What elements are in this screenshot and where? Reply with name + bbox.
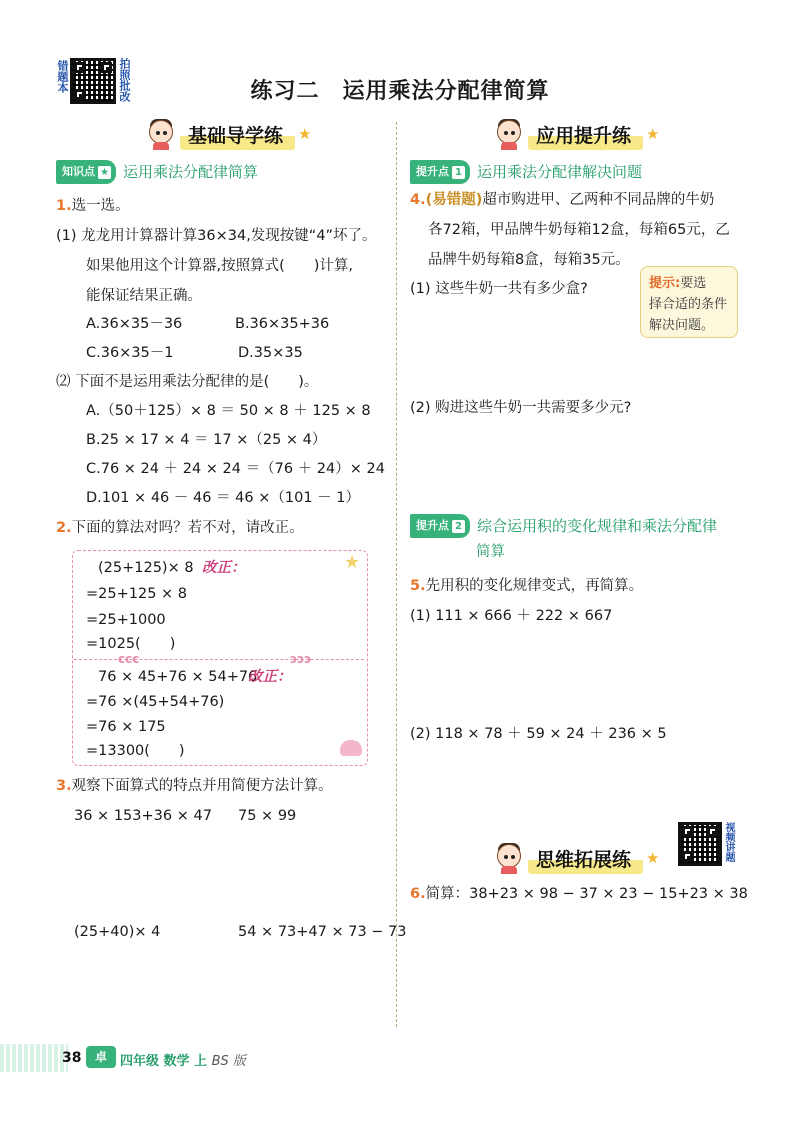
improvement-point-1 [410, 160, 642, 184]
improvement-point-2 [410, 514, 717, 538]
tp-tag: 提升点 1 [410, 160, 470, 184]
question-4-line2: 各72箱，甲品牌牛奶每箱12盒，每箱65元，乙 [428, 222, 730, 238]
section-banner-basic [146, 118, 311, 150]
option-a[interactable]: A.36×35－36 [86, 316, 183, 332]
hint-box: 提示:要选 择合适的条件 解决问题。 [640, 266, 738, 338]
chain-right-icon: ↄↄↄ [290, 652, 312, 666]
expression-1: 36 × 153+36 × 47 [74, 808, 212, 824]
qr-code-icon[interactable] [678, 822, 722, 866]
star-icon: ★ [98, 166, 111, 179]
correction-label: 改正： [202, 560, 246, 576]
star-icon: ★ [646, 849, 660, 867]
question-6: 6.简算：38+23 × 98 − 37 × 23 − 15+23 × 38 [410, 886, 748, 902]
cartoon-kid-icon [146, 118, 176, 150]
option-c[interactable]: C.36×35－1 [86, 345, 174, 361]
video-explain-label: 视频讲题 [723, 822, 734, 862]
error-prone-tag: (易错题) [425, 192, 483, 208]
brand-logo: 卓 [86, 1046, 116, 1068]
expression-3: (25+40)× 4 [74, 924, 161, 940]
question-3-title: 3.观察下面算式的特点并用简便方法计算。 [56, 778, 333, 794]
q5-sub2: (2) 118 × 78 ＋ 59 × 24 ＋ 236 × 5 [410, 726, 667, 742]
question-4-line3: 品牌牛奶每箱8盒，每箱35元。 [428, 252, 630, 268]
q4-sub2: (2) 购进这些牛奶一共需要多少元? [410, 400, 632, 416]
question-1-title: 1.选一选。 [56, 198, 130, 214]
star-icon: ★ [646, 125, 660, 143]
photo-grade-label: 拍照批改 [118, 58, 131, 102]
calc2-line2: =76 ×(45+54+76) [86, 694, 225, 710]
section-title: 思维拓展练 [528, 843, 643, 874]
tp-tag: 提升点 2 [410, 514, 470, 538]
option-d[interactable]: D.101 × 46 － 46 ＝ 46 ×（101 － 1） [86, 490, 360, 506]
column-divider [396, 122, 397, 1027]
kp-title: 运用乘法分配律简算 [123, 163, 259, 181]
q1-part1-line3: 能保证结果正确。 [86, 288, 202, 304]
wrong-book-label: 错题本 [56, 60, 69, 93]
calc1-line1: (25+125)× 8 [98, 560, 194, 576]
cartoon-kid-icon [494, 118, 524, 150]
q1-part1-line1: (1) 龙龙用计算器计算36×34,发现按键“4”坏了。 [56, 228, 377, 244]
knowledge-point [56, 160, 258, 184]
kp-tag: 知识点 ★ [56, 160, 116, 184]
cartoon-kid-icon [494, 842, 524, 874]
expression-2: 75 × 99 [238, 808, 297, 824]
footer-stripe [0, 1044, 68, 1072]
option-b[interactable]: B.36×35+36 [235, 316, 330, 332]
star-icon: ★ [344, 552, 361, 573]
section-title: 应用提升练 [528, 119, 643, 150]
q5-sub1: (1) 111 × 666 ＋ 222 × 667 [410, 608, 613, 624]
tp-title: 综合运用积的变化规律和乘法分配律 [477, 517, 718, 535]
question-2-title: 2.下面的算法对吗？若不对，请改正。 [56, 520, 304, 536]
q1-part2-stem: ⑵ 下面不是运用乘法分配律的是( )。 [56, 374, 319, 390]
expression-4: 54 × 73+47 × 73 − 73 [238, 924, 407, 940]
tp-title-cont: 简算 [476, 544, 505, 560]
calc2-line4[interactable]: =13300( ) [86, 743, 185, 759]
cake-icon [340, 740, 362, 756]
option-c[interactable]: C.76 × 24 ＋ 24 × 24 ＝（76 ＋ 24）× 24 [86, 461, 385, 477]
question-5-title: 5.先用积的变化规律变式，再简算。 [410, 578, 644, 594]
calc1-line3: =25+1000 [86, 612, 166, 628]
page-title: 练习二 运用乘法分配律简算 [250, 79, 550, 104]
q1-part1-line2: 如果他用这个计算器,按照算式( )计算, [86, 258, 354, 274]
question-4-line1: 4.(易错题)超市购进甲、乙两种不同品牌的牛奶 [410, 192, 715, 208]
section-title: 基础导学练 [180, 119, 295, 150]
option-a[interactable]: A.（50＋125）× 8 ＝ 50 × 8 ＋ 125 × 8 [86, 403, 371, 419]
page-number: 38 [62, 1050, 82, 1066]
hint-label: 提示: [649, 276, 681, 291]
star-icon: ★ [298, 125, 312, 143]
option-d[interactable]: D.35×35 [238, 345, 303, 361]
tp-title: 运用乘法分配律解决问题 [477, 163, 643, 181]
calc1-line4[interactable]: =1025( ) [86, 636, 176, 652]
section-banner-apply [494, 118, 659, 150]
option-b[interactable]: B.25 × 17 × 4 ＝ 17 ×（25 × 4） [86, 432, 327, 448]
calc2-line1: 76 × 45+76 × 54+76 [98, 669, 258, 685]
section-banner-extend [494, 842, 659, 874]
calc1-line2: =25+125 × 8 [86, 586, 188, 602]
book-info: 四年级 数学 上 BS 版 [120, 1054, 246, 1069]
calc2-line3: =76 × 175 [86, 719, 166, 735]
correction-label: 改正： [248, 669, 292, 685]
chain-left-icon: ccc [118, 652, 140, 666]
q4-sub1: (1) 这些牛奶一共有多少盒? [410, 281, 588, 297]
